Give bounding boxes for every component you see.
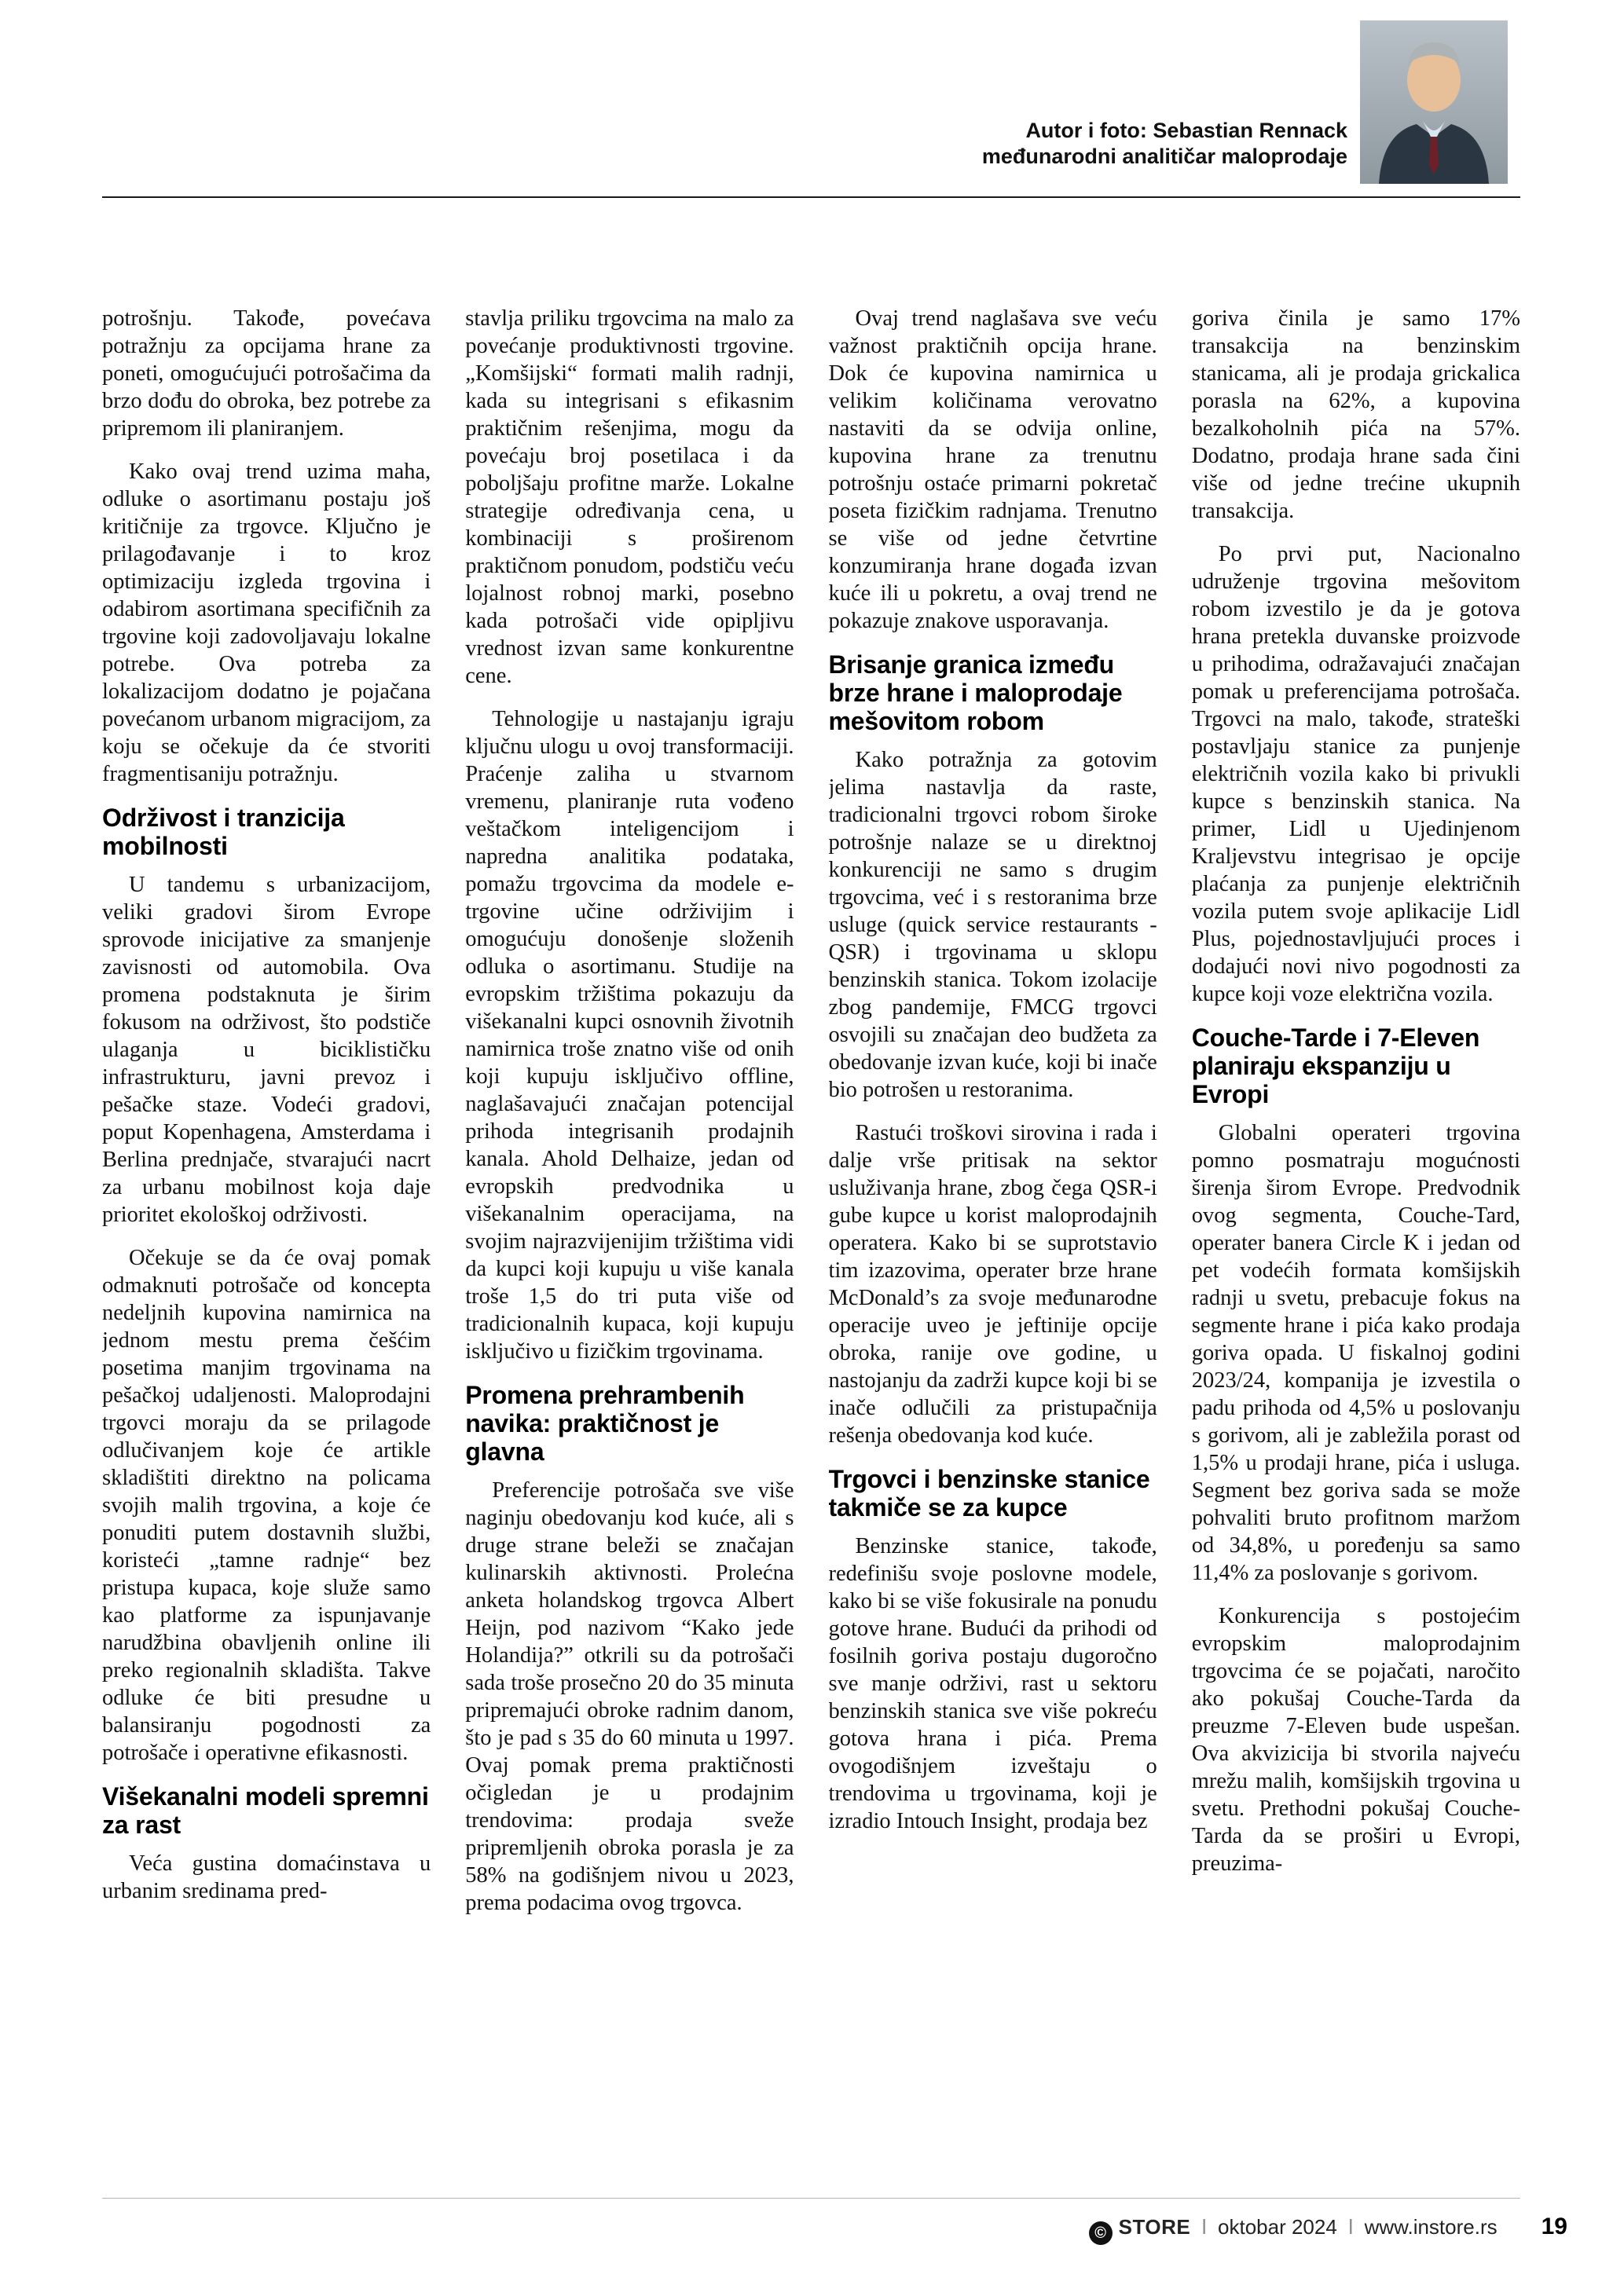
body-paragraph: Ovaj trend naglašava sve veću važnost praktičnih opcija hrane. Dok će kupovina namirnica u velikim količinama verovatno nastaviti da se odvija online, kupovina hrane za trenutnu potrošnju ostaće primarni pokretač poseta fizičkim radnjama. Trenutno se više od jedne četvrtine konzumiranja hrane događa izvan kuće ili u pokretu, a ovaj trend ne pokazuje znakove usporavanja. [828,306,1157,633]
column-4 [1192,305,1520,2164]
store-logo-icon: © [1089,2221,1113,2245]
footer-separator: ǀ [1347,2215,1354,2239]
author-portrait-graphic [1360,20,1508,184]
body-paragraph: Po prvi put, Nacionalno udruženje trgovina mešovitom robom izvestilo je da je gotova hrana pretekla duvanske proizvode u prihodima, odražavajući značajan pomak u preferencijama potrošača. Trgovci na malo, takođe, strateški postavljaju stanice za punjenje električnih vozila kako bi privukli kupce s benzinskih stanica. Na primer, Lidl u Ujedinjenom Kraljevstvu integrisao je opcije plaćanja za punjenje električnih vozila putem svoje aplikacije Lidl Plus, pojednostavljujući proces i dodajući novi nivo pogodnosti za kupce koji voze električna vozila. [1191,542,1520,1006]
footer-divider [102,2198,1520,2199]
body-paragraph: potrošnju. Takođe, povećava potražnju za opcijama hrane za poneti, omogućujući potrošačima da brzo dođu do obroka, bez potrebe za pripremom ili planiranjem. [102,306,431,441]
body-paragraph: Benzinske stanice, takođe, redefinišu svoje poslovne modele, kako bi se više fokusirale na ponudu gotove hrane. Budući da prihodi od fosilnih goriva postaju dugoročno sve manje održivi, rast u sektoru benzinskih stanica sve više pokreću gotova hrana i pića. Prema ovogodišnjem izveštaju o trendovima u trgovinama, koji je izradio Intouch Insight, prodaja bez [828,1534,1157,1833]
page-number: 19 [1541,2214,1567,2239]
body-paragraph: Rastući troškovi sirovina i rada i dalje vrše pritisak na sektor usluživanja hrane, zbog čega QSR-i gube kupce u korist maloprodajnih operatera. Kako bi se suprotstavio tim izazovima, operater brze hrane McDonald’s za svoje međunarodne operacije uveo je jeftinije opcije obroka, ranije ove godine, u nastojanju da zadrži kupce koji bi se inače odlučili za pristupačnija rešenja obedovanja kod kuće. [828,1121,1157,1448]
section-heading: Održivost i tranzicija mobilnosti [102,804,345,860]
footer-separator: ǀ [1201,2215,1208,2239]
section-heading: Trgovci i benzinske stanice takmiče se za kupce [828,1465,1150,1522]
body-paragraph: stavlja priliku trgovcima na malo za povećanje produktivnosti trgovine. „Komšijski“ formati malih radnji, kada su integrisani s efikasnim praktičnim rešenjima, mogu da povećaju broj posetilaca i da poboljšaju profitne marže. Lokalne strategije određivanja cena, u kombinaciji s proširenom praktičnom ponudom, podstiču veću lojalnost robnoj marki, posebno kada potrošači vide opipljivu vrednost izvan same konkurentne cene. [465,306,794,688]
footer-issue: oktobar 2024 [1218,2215,1337,2239]
body-paragraph: Očekuje se da će ovaj pomak odmaknuti potrošače od koncepta nedeljnih kupovina namirnica na jednom mestu prema češćim posetima manjim trgovinama na pešačkoj udaljenosti. Maloprodajni trgovci moraju da se prilagode odlučivanjem koje će artikle skladištiti direktno na policama svojih malih trgovina, a koje će ponuditi putem dostavnih službi, koristeći „tamne radnje“ bez pristupa kupaca, koje služe samo kao platforme za ispunjavanje narudžbina obavljenih online ili preko regionalnih skladišta. Takve odluke će biti presudne u balansiranju pogodnosti za potrošače i operativne efikasnosti. [102,1246,431,1765]
footer-brand-name: STORE [1118,2215,1191,2239]
body-paragraph: U tandemu s urbanizacijom, veliki gradovi širom Evrope sprovode inicijative za smanjenje zavisnosti od automobila. Ova promena podstaknuta je širim fokusom na održivost, što podstiče ulaganja u biciklističku infrastrukturu, javni prevoz i pešačke staze. Vodeći gradovi, poput Kopenhagena, Amsterdama i Berlina prednjače, stvarajući nacrt za urbanu mobilnost koja daje prioritet ekološkoj održivosti. [102,873,431,1227]
body-paragraph: Kako potražnja za gotovim jelima nastavlja da raste, tradicionalni trgovci robom široke potrošnje nalaze se u direktnoj konkurenciji ne samo s drugim trgovcima, već i s restoranima brze usluge (quick service restaurants - QSR) i trgovinama u sklopu benzinskih stanica. Tokom izolacije zbog pandemije, FMCG trgovci osvojili su značajan deo budžeta za obedovanje izvan kuće, koji bi inače bio potrošen u restoranima. [828,748,1157,1102]
column-2 [465,305,794,2164]
author-byline [982,118,1347,170]
section-heading: Višekanalni modeli spremni za rast [102,1782,429,1839]
footer-brand [1089,2215,1191,2245]
section-heading: Brisanje granica između brze hrane i maloprodaje mešovitom robom [828,650,1123,735]
body-paragraph: Kako ovaj trend uzima maha, odluke o asortimanu postaju još kritičnije za trgovce. Ključno je prilagođavanje i to kroz optimizaciju izgleda trgovina i odabirom asortimana specifičnih za trgovine koji zadovoljavaju lokalne potrebe. Ova potreba za lokalizacijom dodatno je pojačana povećanom urbanom migracijom, za koju se očekuje da će stvoriti fragmentisaniju potražnju. [102,460,431,786]
body-paragraph: Globalni operateri trgovina pomno posmatraju mogućnosti širenja širom Evrope. Predvodnik ovog segmenta, Couche-Tard, operater banera Circle K i jedan od pet vodećih formata komšijskih radnji u svetu, prebacuje fokus na segmente hrane i pića kako prodaja goriva opada. U fiskalnoj godini 2023/24, kompanija je izvestila o padu prihoda od 4,5% u poslovanju s gorivom, ali je zabležila porast od 1,5% u prodaji hrane, pića i usluga. Segment bez goriva sada se može pohvaliti bruto profitnom maržom od 34,8%, u poređenju sa samo 11,4% za poslovanje s gorivom. [1191,1121,1520,1585]
column-3 [829,305,1157,2164]
body-paragraph: Konkurencija s postojećim evropskim maloprodajnim trgovcima će se pojačati, naročito ako pokušaj Couche-Tarda da preuzme 7-Eleven bude uspešan. Ova akvizicija bi stvorila najveću mrežu malih, komšijskih trgovina u svetu. Prethodni pokušaj Couche-Tarda da se proširi u Evropi, preuzima- [1191,1604,1520,1876]
body-paragraph: Veća gustina domaćinstava u urbanim sredinama pred- [102,1851,431,1903]
footer-website: www.instore.rs [1364,2215,1498,2239]
byline-role: međunarodni analitičar maloprodaje [981,145,1347,168]
section-heading: Promena prehrambenih navika: praktičnost je glavna [465,1381,745,1466]
article-columns [102,305,1520,2164]
body-paragraph: Tehnologije u nastajanju igraju ključnu ulogu u ovoj transformaciji. Praćenje zaliha u stvarnom vremenu, planiranje ruta vođeno veštačkom inteligencijom i napredna analitika podataka, pomažu trgovcima da modele e-trgovine učine održivijim i omogućuju donošenje složenih odluka o asortimanu. Studije na evropskim tržištima pokazuju da višekanalni kupci osnovnih životnih namirnica troše znatno više od onih koji kupuju isključivo offline, naglašavajući značajan potencijal prihoda integrisanih prodajnih kanala. Ahold Delhaize, jedan od evropskih predvodnika u višekanalnim operacijama, na svojim najrazvijenijim tržištima vidi da kupci koji kupuju u više kanala troše 1,5 do tri puta više od tradicionalnih kupaca, koji kupuju isključivo u fizičkim trgovinama. [465,707,794,1364]
body-paragraph: Preferencije potrošača sve više naginju obedovanju kod kuće, ali s druge strane beleži se značajan kulinarskih aktivnosti. Prolećna anketa holandskog trgovca Albert Heijn, pod nazivom “Kako jede Holandija?” otkrili su da potrošači sada troše prosečno 20 do 35 minuta pripremajući obroke radnim danom, što je pad s 35 do 60 minuta u 1997. Ovaj pomak prema praktičnosti očigledan je u prodajnim trendovima: prodaja sveže pripremljenih obroka porasla je za 58% na godišnjem nivou u 2023, prema podacima ovog trgovca. [465,1478,794,1915]
header-divider [102,196,1520,198]
body-paragraph: goriva činila je samo 17% transakcija na benzinskim stanicama, ali je prodaja grickalica porasla na 62%, a kupovina bezalkoholnih pića na 57%. Dodatno, prodaja hrane sada čini više od jedne trećine ukupnih transakcija. [1191,306,1520,523]
author-photo [1360,20,1508,184]
footer [102,2214,1567,2245]
byline-author: Autor i foto: Sebastian Rennack [1025,119,1347,142]
column-1 [102,305,431,2164]
section-heading: Couche-Tarde i 7-Eleven planiraju ekspanziju u Evropi [1191,1023,1480,1108]
